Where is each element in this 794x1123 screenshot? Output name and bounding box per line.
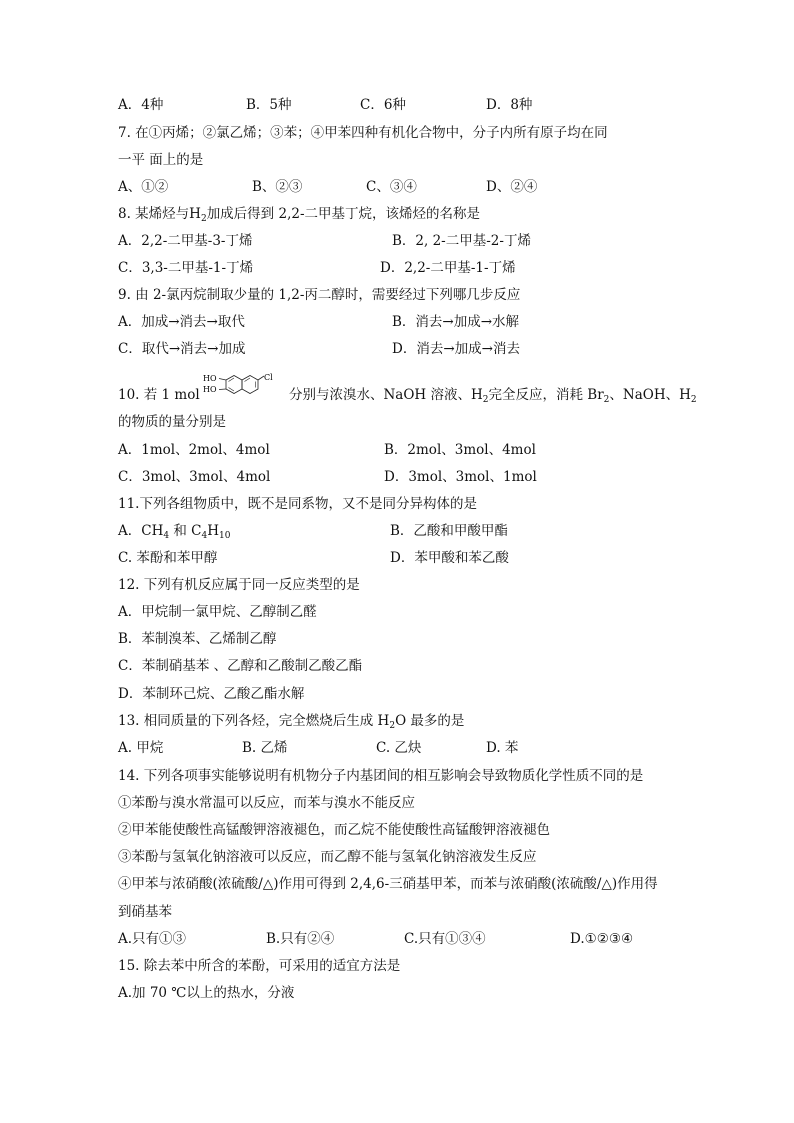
q14-item-3: ③苯酚与氢氧化钠溶液可以反应，而乙醇不能与氢氧化钠溶液发生反应 — [118, 849, 537, 865]
mol-label-ho-1: HO — [203, 374, 217, 383]
q10-option-c: C．3mol、3mol、4mol — [118, 469, 271, 485]
q11-option-a: A．$CH_4$ 和 $C_4H_{10}$ — [118, 523, 231, 541]
q15-stem: 15. 除去苯中所含的苯酚，可采用的适宜方法是 — [118, 958, 401, 974]
q14-option-a: A.只有①③ — [118, 931, 187, 947]
q8-options-row2 — [118, 259, 678, 277]
q8-option-a: A．2,2-二甲基-3-丁烯 — [118, 233, 253, 249]
q9-option-b: B．消去→加成→水解 — [392, 314, 520, 330]
q13-option-d: D. 苯 — [486, 740, 519, 756]
q10-option-b: B．2mol、3mol、4mol — [384, 442, 536, 458]
q6-option-d: D．8种 — [486, 97, 533, 113]
q10-stem-prefix: 10. 若 1 mol — [118, 387, 200, 403]
q9-options-row2 — [118, 340, 678, 358]
q11-option-c: C. 苯酚和苯甲醇 — [118, 550, 218, 566]
q10-stem-rest: 分别与浓溴水、NaOH 溶液、$H_2$完全反应，消耗 $Br_2$、NaOH、$H_2$ — [289, 387, 697, 405]
q14-option-d: D.①②③④ — [570, 931, 634, 947]
q11-options-row1 — [118, 522, 678, 540]
q14-option-b: B.只有②④ — [266, 931, 335, 947]
q11-option-d: D．苯甲酸和苯乙酸 — [390, 550, 509, 566]
q7-stem: 7. 在①丙烯；②氯乙烯；③苯；④甲苯四种有机化合物中，分子内所有原子均在同 — [118, 125, 608, 141]
q8-option-b: B．2, 2-二甲基-2-丁烯 — [392, 233, 531, 249]
q13-option-c: C. 乙炔 — [376, 740, 422, 756]
mol-label-cl: Cl — [264, 373, 273, 382]
q14-stem: 14. 下列各项事实能够说明有机物分子内基团间的相互影响会导致物质化学性质不同的是 — [118, 768, 644, 784]
q8-option-d: D．2,2-二甲基-1-丁烯 — [380, 260, 516, 276]
q11-options-row2 — [118, 549, 678, 567]
q7-stem-cont: 一平 面上的是 — [118, 152, 204, 168]
q15-option-a: A.加 70 ℃以上的热水，分液 — [118, 985, 295, 1001]
q8-stem: 8. 某烯烃与$H_2$加成后得到 2,2-二甲基丁烷，该烯烃的名称是 — [118, 206, 481, 224]
q7-option-d: D、②④ — [486, 179, 538, 195]
q9-option-a: A．加成→消去→取代 — [118, 314, 245, 330]
q12-option-a: A．甲烷制一氯甲烷、乙醇制乙醛 — [118, 604, 317, 620]
q7-option-a: A、①② — [118, 179, 169, 195]
q12-option-d: D．苯制环己烷、乙酸乙酯水解 — [118, 686, 305, 702]
q14-item-4: ④甲苯与浓硝酸(浓硫酸/△)作用可得到 2,4,6-三硝基甲苯，而苯与浓硝酸(浓硫酸/△)作用得 — [118, 876, 658, 892]
q8-options-row1 — [118, 232, 678, 250]
q7-option-c: C、③④ — [366, 179, 417, 195]
dihydroxy-chloronaphthalene-structure — [203, 371, 289, 401]
q10-options-row2 — [118, 468, 678, 486]
q14-item-4-cont: 到硝基苯 — [118, 904, 172, 920]
mol-label-ho-2: HO — [203, 385, 217, 394]
q12-option-b: B．苯制溴苯、乙烯制乙醇 — [118, 631, 277, 647]
q8-option-c: C．3,3-二甲基-1-丁烯 — [118, 260, 254, 276]
q14-item-1: ①苯酚与溴水常温可以反应，而苯与溴水不能反应 — [118, 795, 415, 811]
q12-stem: 12. 下列有机反应属于同一反应类型的是 — [118, 577, 360, 593]
q6-option-b: B．5种 — [246, 97, 292, 113]
q6-options — [118, 96, 678, 114]
q11-option-b: B．乙酸和甲酸甲酯 — [390, 523, 508, 539]
q7-options — [118, 178, 678, 196]
q13-options — [118, 739, 678, 757]
q14-item-2: ②甲苯能使酸性高锰酸钾溶液褪色，而乙烷不能使酸性高锰酸钾溶液褪色 — [118, 822, 550, 838]
q9-option-d: D．消去→加成→消去 — [392, 341, 520, 357]
q6-option-a: A．4种 — [118, 97, 164, 113]
q10-option-a: A．1mol、2mol、4mol — [118, 442, 270, 458]
q10-options-row1 — [118, 441, 678, 459]
q6-option-c: C．6种 — [360, 97, 406, 113]
q10-option-d: D．3mol、3mol、1mol — [384, 469, 537, 485]
q11-stem: 11.下列各组物质中，既不是同系物，又不是同分异构体的是 — [118, 496, 477, 512]
q9-options-row1 — [118, 313, 678, 331]
q12-option-c: C．苯制硝基苯 、乙醇和乙酸制乙酸乙酯 — [118, 658, 363, 674]
q14-options — [118, 930, 678, 948]
q13-stem: 13. 相同质量的下列各烃，完全燃烧后生成 $H_2O$ 最多的是 — [118, 713, 465, 731]
q13-option-b: B. 乙烯 — [242, 740, 288, 756]
q13-option-a: A. 甲烷 — [118, 740, 164, 756]
q7-option-b: B、②③ — [252, 179, 303, 195]
q10-stem-cont: 的物质的量分别是 — [118, 414, 226, 430]
q9-stem: 9. 由 2-氯丙烷制取少量的 1,2-丙二醇时，需要经过下列哪几步反应 — [118, 287, 521, 303]
q14-option-c: C.只有①③④ — [404, 931, 486, 947]
q9-option-c: C．取代→消去→加成 — [118, 341, 246, 357]
